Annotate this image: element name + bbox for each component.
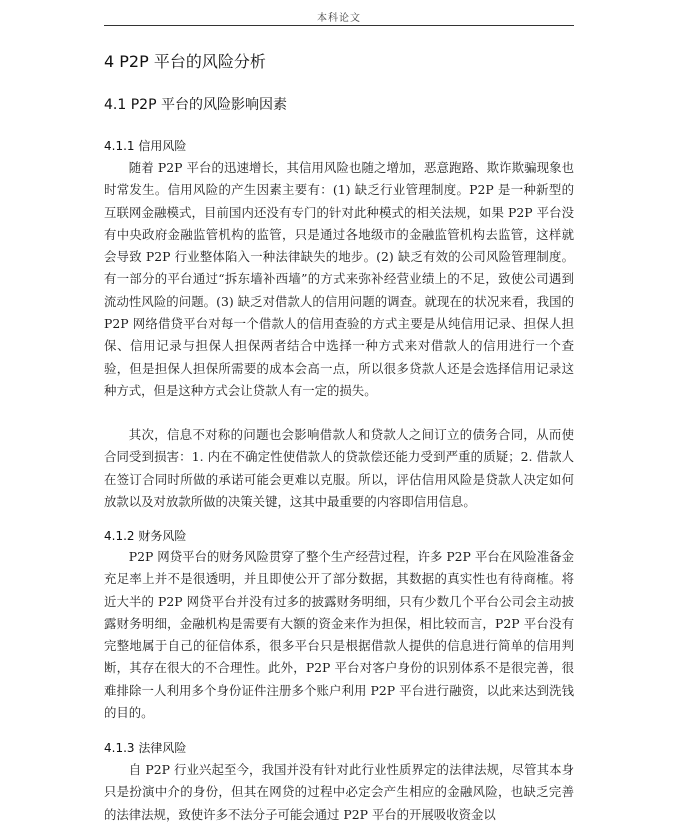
subsection-heading-financial-risk: 4.1.2 财务风险 — [104, 529, 187, 543]
paragraph-financial-risk-1: P2P 网贷平台的财务风险贯穿了整个生产经营过程，许多 P2P 平台在风险准备金充足率上并不是很透明，并且即使公开了部分数据，其数据的真实性也有待商榷。将近大半的 P2P 网贷平台并没有过多的披露财务明细，只有少数几个平台公司会主动披露财务明细，金融机构是需要有大额的资金来作为担保，相比较而言，P2P 平台没有完整地属于自己的征信体系，很多平台只是根据借款人提供的信息进行简单的信用判断，其存在很大的不合理性。此外，P2P 平台对客户身份的识别体系不是很完善，很难排除一人利用多个身份证件注册多个账户利用 P2P 平台进行融资，以此来达到洗钱的目的。 — [104, 549, 574, 721]
header-rule — [104, 25, 574, 26]
paragraph-credit-risk-2: 其次，信息不对称的问题也会影响借款人和贷款人之间订立的债务合同，从而使合同受到损害：1. 内在不确定性使借款人的贷款偿还能力受到严重的质疑；2. 借款人在签订合同时所做的承诺可能会更难以克服。所以，评估信用风险是贷款人决定如何放款以及对放款所做的决策关键，这其中最重要的内容即信用信息。 — [104, 427, 574, 509]
subsection-heading-credit-risk: 4.1.1 信用风险 — [104, 139, 187, 153]
subsection-heading-legal-risk: 4.1.3 法律风险 — [104, 741, 187, 755]
paragraph-legal-risk-1: 自 P2P 行业兴起至今，我国并没有针对此行业性质界定的法律法规，尽管其本身只是扮演中介的身份，但其在网贷的过程中必定会产生相应的金融风险，也缺乏完善的法律法规，致使许多不法分子可能会通过 P2P 平台的开展吸收资金以 — [104, 762, 574, 822]
running-header: 本科论文 — [317, 13, 361, 24]
section-title: 4.1 P2P 平台的风险影响因素 — [104, 97, 287, 113]
paragraph-credit-risk-1: 随着 P2P 平台的迅速增长，其信用风险也随之增加，恶意跑路、欺诈欺骗现象也时常发生。信用风险的产生因素主要有：(1) 缺乏行业管理制度。P2P 是一种新型的互联网金融模式，目前国内还没有专门的针对此种模式的相关法规，如果 P2P 平台没有中央政府金融监管机构的监管，只是通过各地级市的金融监管机构去监管，这样就会导致 P2P 行业整体陷入一种法律缺失的地步。(2) 缺乏有效的公司风险管理制度。有一部分的平台通过“拆东墙补西墙”的方式来弥补经营业绩上的不足，致使公司遇到流动性风险的问题。(3) 缺乏对借款人的信用问题的调查。就现在的状况来看，我国的 P2P 网络借贷平台对每一个借款人的信用查验的方式主要是从纯信用记录、担保人担保、信用记录与担保人担保两者结合中选择一种方式来对借款人的信用进行一个查验，但是担保人担保所需要的成本会高一点，所以很多贷款人还是会选择信用记录这种方式，但是这种方式会让贷款人有一定的损失。 — [104, 160, 574, 398]
chapter-title: 4 P2P 平台的风险分析 — [104, 52, 266, 71]
